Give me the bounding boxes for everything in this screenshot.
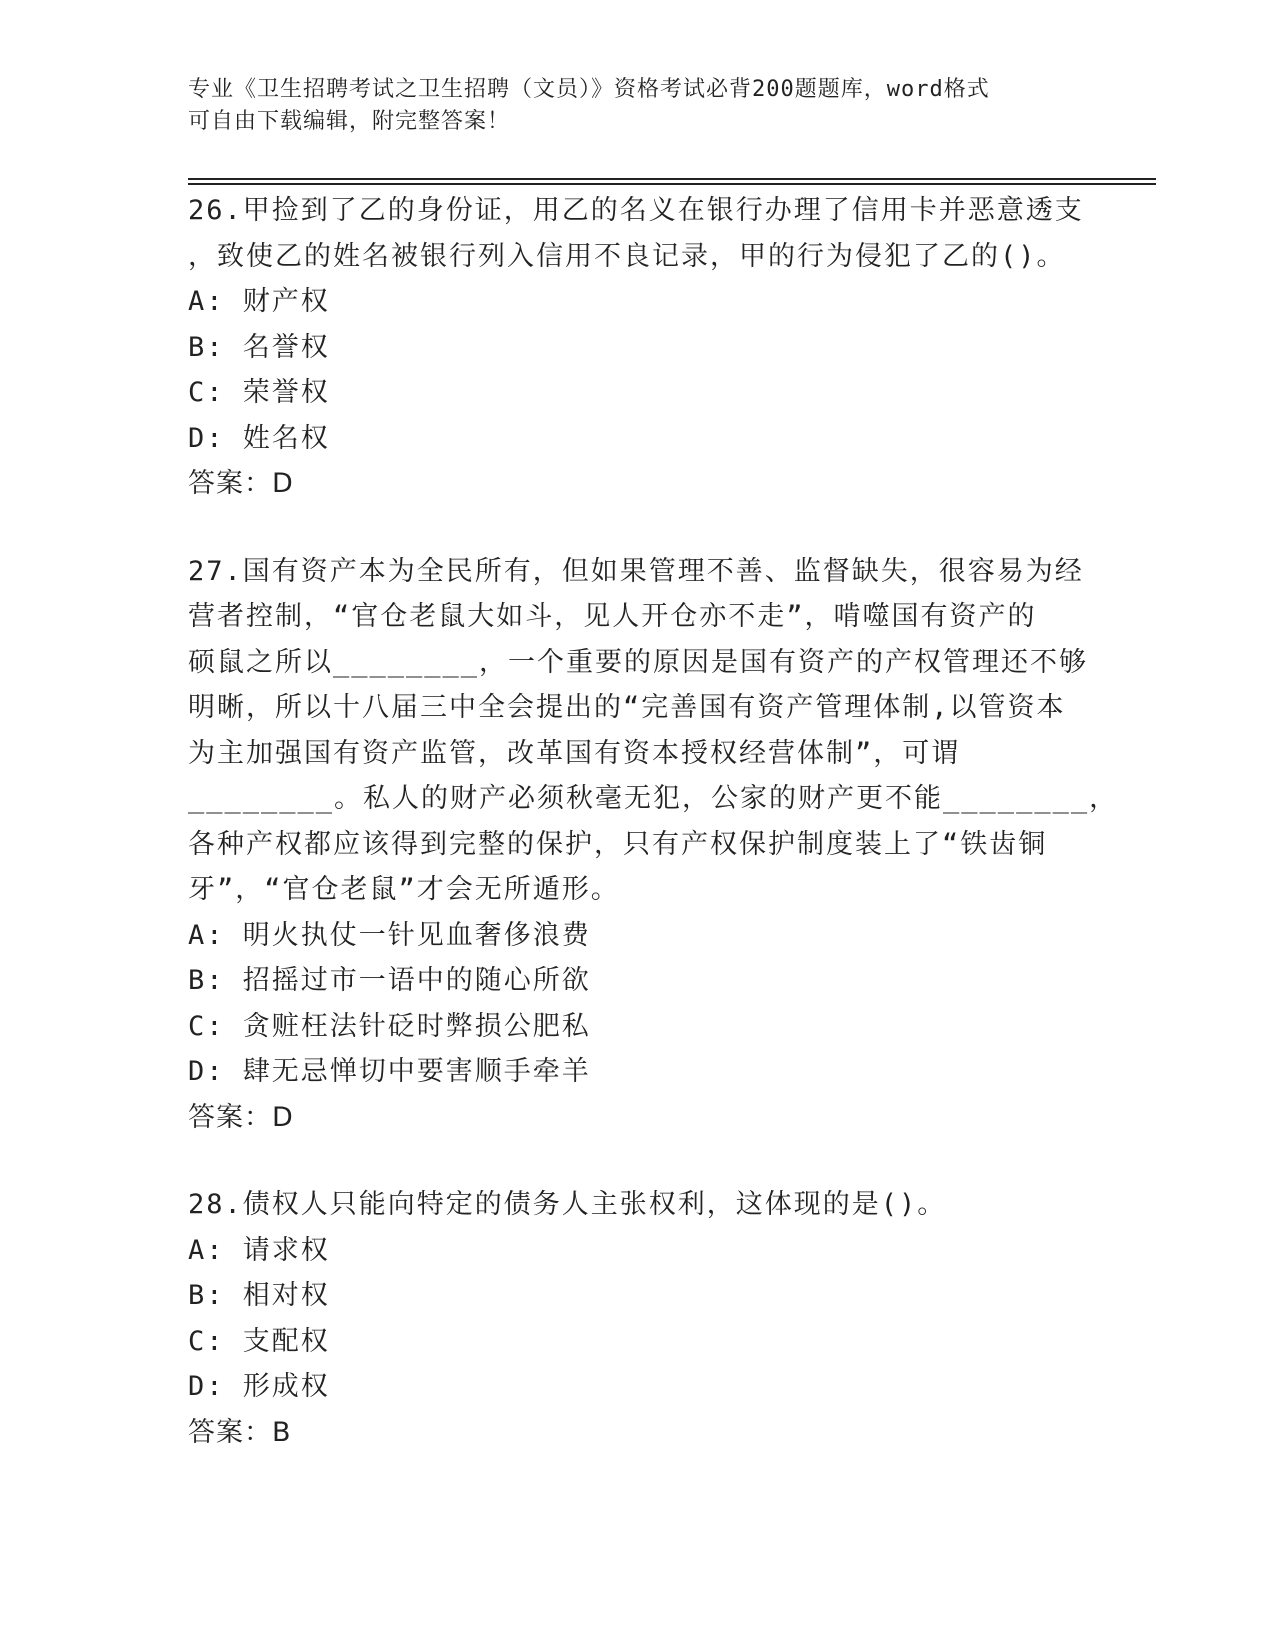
option-b: B: 相对权 [188, 1280, 330, 1311]
option-b: B: 招摇过市一语中的随心所欲 [188, 965, 591, 996]
question-27 [188, 549, 1119, 1141]
option-c: C: 贪赃枉法针砭时弊损公肥私 [188, 1010, 591, 1042]
document-header [188, 74, 1088, 138]
question-text-line: 营者控制，“官仓老鼠大如斗，见人开仓亦不走”，啃噬国有资产的 [188, 601, 1037, 632]
question-text-line: ，致使乙的姓名被银行列入信用不良记录，甲的行为侵犯了乙的()。 [188, 240, 1066, 272]
option-a: A: 明火执仗一针见血奢侈浪费 [188, 919, 591, 951]
question-28 [188, 1182, 1088, 1455]
option-c: C: 荣誉权 [188, 377, 330, 408]
option-d: D: 姓名权 [188, 422, 330, 454]
header-line-2: 可自由下载编辑，附完整答案！ [188, 109, 511, 134]
answer-text: 答案：D [188, 468, 294, 499]
option-a: A: 财产权 [188, 286, 330, 317]
option-c: C: 支配权 [188, 1325, 330, 1357]
option-d: D: 肆无忌惮切中要害顺手牵羊 [188, 1056, 591, 1087]
question-text-line: 明晰，所以十八届三中全会提出的“完善国有资产管理体制,以管资本 [188, 692, 1066, 723]
question-list [188, 188, 1119, 1497]
question-text-line: 27.国有资产本为全民所有，但如果管理不善、监督缺失，很容易为经 [188, 555, 1084, 587]
answer-text: 答案：B [188, 1416, 292, 1448]
question-text-line: 28.债权人只能向特定的债务人主张权利，这体现的是()。 [188, 1189, 947, 1220]
header-divider-top [188, 178, 1156, 180]
question-text-line: 硕鼠之所以________，一个重要的原因是国有资产的产权管理还不够 [188, 646, 1089, 678]
option-b: B: 名誉权 [188, 331, 330, 363]
question-text-line: 各种产权都应该得到完整的保护，只有产权保护制度装上了“铁齿铜 [188, 828, 1048, 860]
answer-text: 答案：D [188, 1101, 294, 1133]
question-text-line: 26.甲捡到了乙的身份证，用乙的名义在银行办理了信用卡并恶意透支 [188, 195, 1084, 226]
header-line-1: 专业《卫生招聘考试之卫生招聘（文员）》资格考试必背200题题库，word格式 [188, 77, 990, 102]
option-d: D: 形成权 [188, 1371, 330, 1402]
question-text-line: ________。私人的财产必须秋毫无犯，公家的财产更不能________， [188, 783, 1119, 814]
option-a: A: 请求权 [188, 1234, 330, 1266]
question-26 [188, 188, 1088, 507]
header-divider-bottom [188, 183, 1156, 185]
question-text-line: 为主加强国有资产监管，改革国有资本授权经营体制”，可谓 [188, 737, 961, 769]
question-text-line: 牙”，“官仓老鼠”才会无所遁形。 [188, 874, 620, 905]
